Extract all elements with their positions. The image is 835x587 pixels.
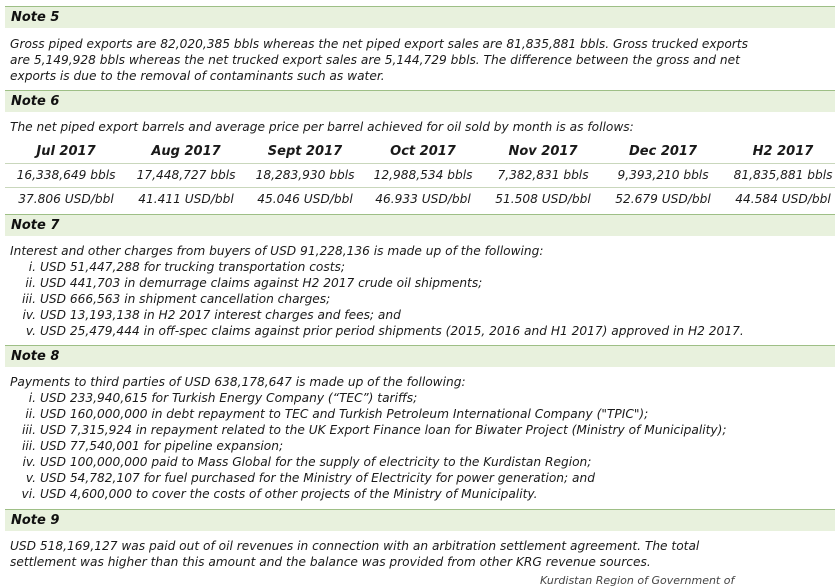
list-item: iv. USD 100,000,000 paid to Mass Global for the supply of electricity to the Kurdistan Region; [22, 455, 592, 469]
note8-body [10, 374, 830, 502]
table-cell: 9,393,210 bbls [617, 168, 709, 182]
table-cell: 45.046 USD/bbl [257, 192, 353, 206]
table-cell: 52.679 USD/bbl [615, 192, 711, 206]
list-item: ii. USD 160,000,000 in debt repayment to TEC and Turkish Petroleum International Company ("TPIC"); [25, 407, 649, 421]
note9-header: Note 9 [5, 509, 835, 531]
table-header-cell: Oct 2017 [390, 144, 456, 159]
list-item: i. USD 51,447,288 for trucking transportation costs; [28, 260, 345, 274]
note7-header: Note 7 [5, 214, 835, 236]
list-item: iii. USD 77,540,001 for pipeline expansion; [21, 439, 284, 453]
table-cell: 46.933 USD/bbl [375, 192, 471, 206]
table-header-cell: H2 2017 [752, 144, 814, 159]
table-cell: 81,835,881 bbls [733, 168, 833, 182]
note7-intro: Interest and other charges from buyers of USD 91,228,136 is made up of the following: [10, 244, 544, 258]
list-item: v. USD 54,782,107 for fuel purchased for the Ministry of Electricity for power generation; and [25, 471, 595, 485]
list-item: vi. USD 4,600,000 to cover the costs of other projects of the Ministry of Municipality. [21, 487, 538, 501]
table-header-cell: Aug 2017 [151, 144, 221, 159]
table-cell: 7,382,831 bbls [497, 168, 589, 182]
list-item: ii. USD 441,703 in demurrage claims against H2 2017 crude oil shipments; [25, 276, 483, 290]
table-cell: 44.584 USD/bbl [735, 192, 831, 206]
table-header-row [5, 140, 835, 163]
table-cell: 37.806 USD/bbl [18, 192, 114, 206]
note5-line: Gross piped exports are 82,020,385 bbls whereas the net piped export sales are 81,835,881 bbls. Gross trucked exports [10, 37, 748, 51]
note6-intro: The net piped export barrels and average price per barrel achieved for oil sold by month is as follows: [10, 120, 634, 134]
table-cell: 51.508 USD/bbl [495, 192, 591, 206]
table-cell: 17,448,727 bbls [136, 168, 236, 182]
note7-body [10, 243, 830, 339]
note9-line: settlement was higher than this amount and the balance was provided from other KRG revenue sources. [10, 555, 651, 569]
table-row-prices [5, 188, 835, 211]
note9-body [10, 538, 830, 570]
table-header-cell: Jul 2017 [36, 144, 96, 159]
table-cell: 18,283,930 bbls [255, 168, 355, 182]
table-cell: 12,988,534 bbls [373, 168, 473, 182]
table-header-cell: Nov 2017 [508, 144, 578, 159]
table-header-cell: Sept 2017 [267, 144, 343, 159]
table-header-cell: Dec 2017 [628, 144, 698, 159]
note5-body [10, 36, 830, 84]
note5-line: exports is due to the removal of contaminants such as water. [10, 69, 385, 83]
list-item: iv. USD 13,193,138 in H2 2017 interest charges and fees; and [22, 308, 401, 322]
page-footer: Kurdistan Region of Government of [540, 574, 735, 587]
table-cell: 16,338,649 bbls [16, 168, 116, 182]
note9-line: USD 518,169,127 was paid out of oil revenues in connection with an arbitration settlement agreement. The total [10, 539, 700, 553]
note6-header: Note 6 [5, 90, 835, 112]
note8-header: Note 8 [5, 345, 835, 367]
note5-header: Note 5 [5, 6, 835, 28]
list-item: iii. USD 7,315,924 in repayment related to the UK Export Finance loan for Biwater Project (Ministry of Municipality); [21, 423, 727, 437]
table-row-barrels [5, 164, 835, 187]
list-item: i. USD 233,940,615 for Turkish Energy Company (“TEC”) tariffs; [28, 391, 418, 405]
note8-intro: Payments to third parties of USD 638,178,647 is made up of the following: [10, 375, 466, 389]
note5-line: are 5,149,928 bbls whereas the net trucked export sales are 5,144,729 bbls. The difference between the gross and net [10, 53, 740, 67]
list-item: v. USD 25,479,444 in off-spec claims against prior period shipments (2015, 2016 and H1 2017) approved in H2 2017. [25, 324, 744, 338]
table-cell: 41.411 USD/bbl [138, 192, 234, 206]
list-item: iii. USD 666,563 in shipment cancellation charges; [21, 292, 331, 306]
